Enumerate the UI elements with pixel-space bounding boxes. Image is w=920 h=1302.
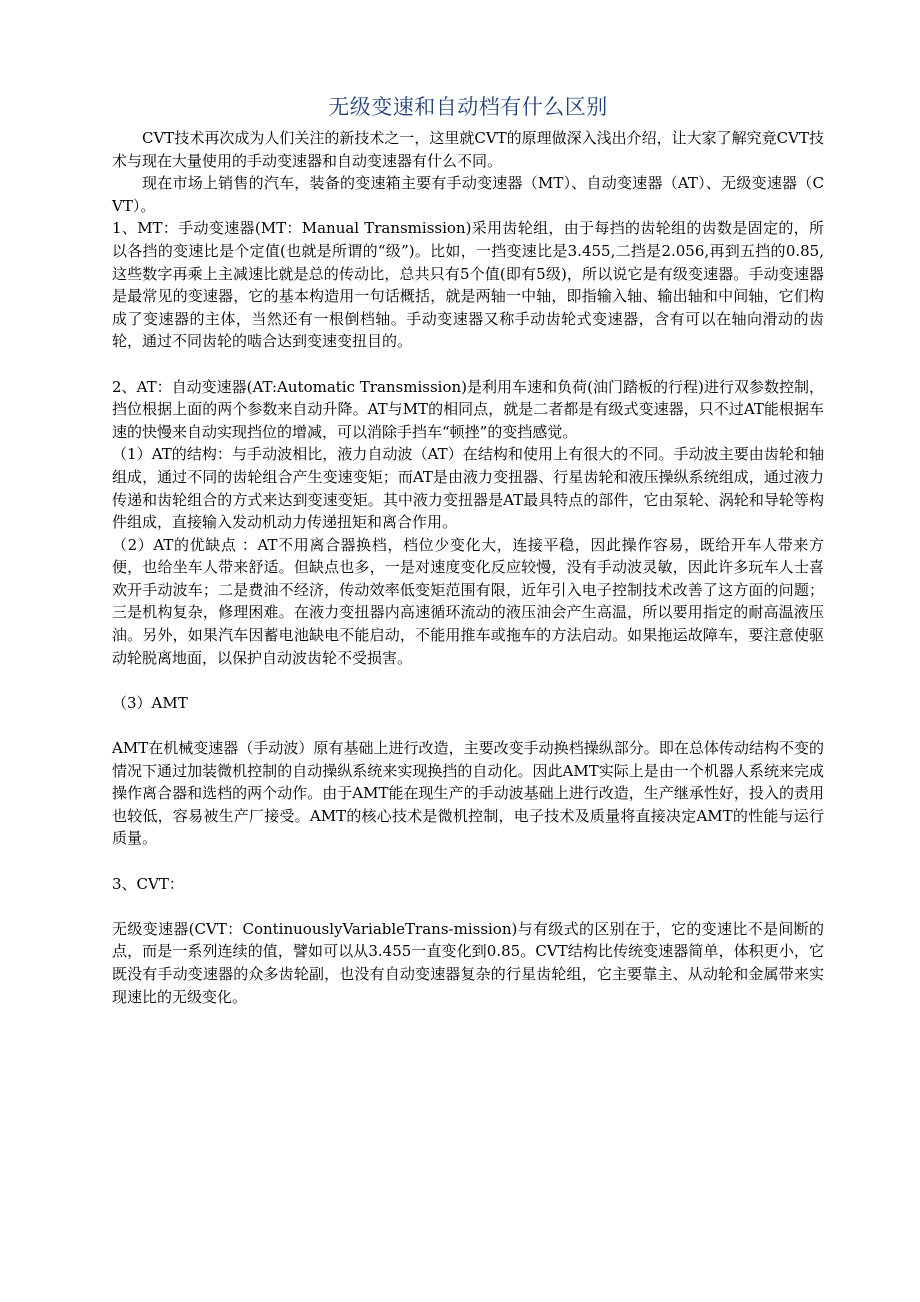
intro-paragraph: CVT技术再次成为人们关注的新技术之一，这里就CVT的原理做深入浅出介绍，让大家了解究竟CVT技术与现在大量使用的手动变速器和自动变速器有什么不同。: [112, 129, 824, 170]
amt-paragraph: AMT在机械变速器（手动波）原有基础上进行改造，主要改变手动换档操纵部分。即在总体传动结构不变的情况下通过加装微机控制的自动操纵系统来实现换挡的自动化。因此AMT实际上是由一个机器人系统来完成操作离合器和选档的两个动作。由于AMT能在现生产的手动波基础上进行改造，生产继承性好，投入的责用也较低，容易被生产厂接受。AMT的核心技术是微机控制，电子技术及质量将直接决定AMT的性能与运行质量。: [112, 739, 824, 848]
blank-line: [112, 895, 824, 918]
blank-line: [112, 353, 824, 376]
blank-line: [112, 669, 824, 692]
at-structure-paragraph: （1）AT的结构：与手动波相比，液力自动波（AT）在结构和使用上有很大的不同。手动波主要由齿轮和轴组成，通过不同的齿轮组合产生变速变矩；而AT是由液力变扭器、行星齿轮和液压操纵系统组成，通过液力传递和齿轮组合的方式来达到变速变矩。其中液力变扭器是AT最具特点的部件，它由泵轮、涡轮和导轮等构件组成，直接输入发动机动力传递扭矩和离合作用。: [112, 445, 824, 532]
blank-line: [112, 850, 824, 873]
document-title: 无级变速和自动档有什么区别: [328, 95, 608, 119]
at-pros-cons-paragraph: （2）AT的优缺点 ：AT不用离合器换档，档位少变化大，连接平稳，因此操作容易，既给开车人带来方便，也给坐车人带来舒适。但缺点也多，一是对速度变化反应较慢，没有手动波灵敏，因此许多玩车人士喜欢开手动波车；二是费油不经济，传动效率低变矩范围有限，近年引入电子控制技术改善了这方面的问题；三是机构复杂，修理困难。在液力变扭器内高速循环流动的液压油会产生高温，所以要用指定的耐高温液压油。另外，如果汽车因蓄电池缺电不能启动，不能用推车或拖车的方法启动。如果拖运故障车，要注意使驱动轮脱离地面，以保护自动波齿轮不受损害。: [112, 535, 824, 667]
amt-heading: （3）AMT: [112, 693, 188, 712]
blank-line: [112, 714, 824, 737]
at-paragraph: 2、AT：自动变速器(AT:Automatic Transmission)是利用车速和负荷(油门踏板的行程)进行双参数控制，挡位根据上面的两个参数来自动升降。AT与MT的相同点，就是二者都是有级式变速器，只不过AT能根据车速的快慢来自动实现挡位的增减，可以消除手挡车“顿挫”的变挡感觉。: [112, 377, 824, 441]
mt-paragraph: 1、MT：手动变速器(MT：Manual Transmission)采用齿轮组，由于每挡的齿轮组的齿数是固定的，所以各挡的变速比是个定值(也就是所谓的“级”)。比如，一挡变速比是3.455,二挡是2.056,再到五挡的0.85,这些数字再乘上主减速比就是总的传动比，总共只有5个值(即有5级)，所以说它是有级变速器。手动变速器是最常见的变速器，它的基本构造用一句话概括，就是两轴一中轴，即指输入轴、输出轴和中间轴，它们构成了变速器的主体，当然还有一根倒档轴。手动变速器又称手动齿轮式变速器，含有可以在轴向滑动的齿轮，通过不同齿轮的啮合达到变速变扭目的。: [112, 219, 824, 351]
cvt-paragraph: 无级变速器(CVT：ContinuouslyVariableTrans-mission)与有级式的区别在于，它的变速比不是间断的点，而是一系列连续的值，譬如可以从3.455一直变化到0.85。CVT结构比传统变速器简单，体积更小，它既没有手动变速器的众多齿轮副，也没有自动变速器复杂的行星齿轮组，它主要靠主、从动轮和金属带来实现速比的无级变化。: [112, 919, 824, 1006]
document-page: [112, 92, 824, 1008]
cvt-heading: 3、CVT：: [112, 874, 184, 893]
market-paragraph: 现在市场上销售的汽车，装备的变速箱主要有手动变速器（MT）、自动变速器（AT）、无级变速器（CVT）。: [112, 174, 824, 215]
